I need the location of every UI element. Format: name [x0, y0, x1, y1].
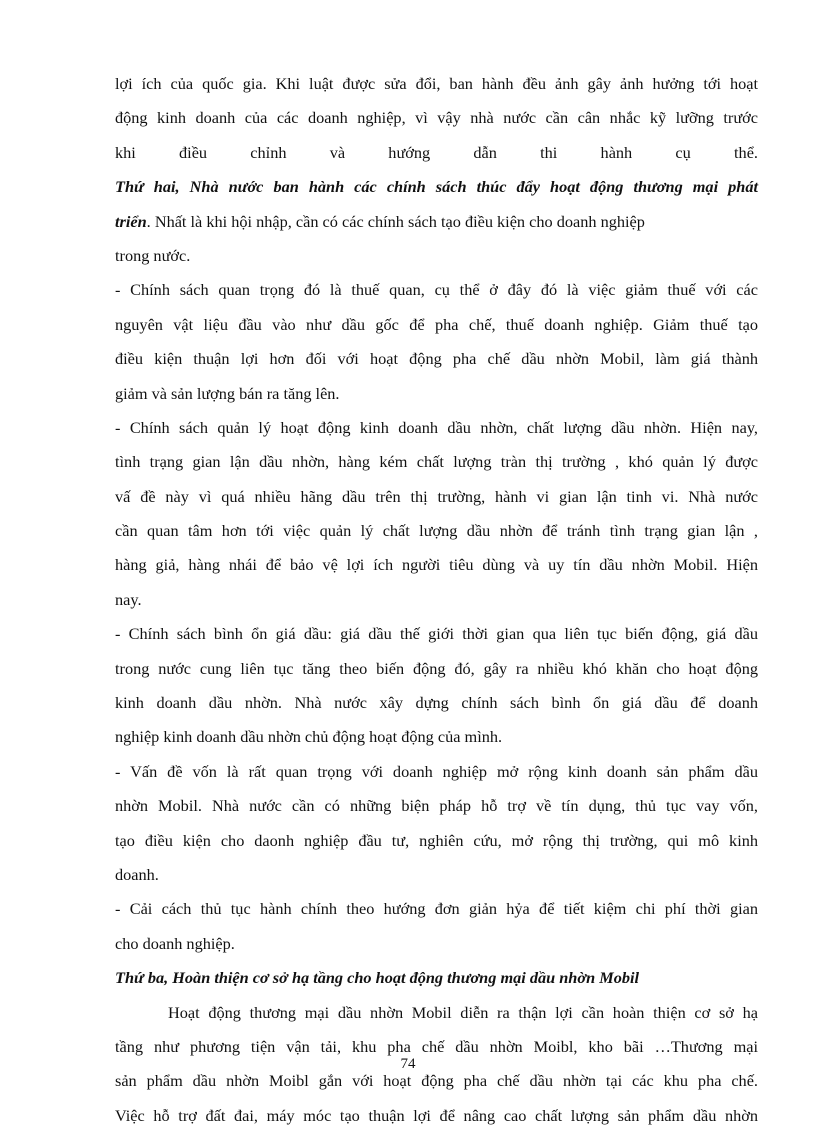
text-fragment: . Nhất là khi hội nhập, cần có các chính sách tạo điều kiện cho doanh nghiệp — [146, 211, 645, 231]
text-line: cần quan tâm hơn tới việc quản lý chất lượng dầu nhờn để tránh tình trạng gian lận , — [115, 521, 758, 541]
section-heading-second-continued: triển — [115, 211, 147, 231]
text-line: nhờn Mobil. Nhà nước cần có những biện pháp hỗ trợ về tín dụng, thủ tục vay vốn, — [115, 796, 758, 816]
text-line: - Chính sách bình ổn giá dầu: giá dầu thế giới thời gian qua liên tục biến động, giá dầu — [115, 624, 758, 644]
text-line: nguyên vật liệu đầu vào như dầu gốc để pha chế, thuế doanh nghiệp. Giảm thuế tạo — [115, 314, 758, 334]
text-line: cho doanh nghiệp. — [115, 933, 235, 953]
page-number: 74 — [400, 1056, 416, 1072]
text-line: - Chính sách quan trọng đó là thuế quan, cụ thể ở đây đó là việc giảm thuế với các — [115, 280, 758, 300]
text-line: nghiệp kinh doanh dầu nhờn chủ động hoạt động của mình. — [115, 727, 503, 747]
section-heading-second: Thứ hai, Nhà nước ban hành các chính sách thúc đẩy hoạt động thương mại phát — [115, 177, 758, 197]
text-line: tầng như phương tiện vận tải, khu pha chế dầu nhờn Moibl, kho bãi …Thương mại — [115, 1036, 758, 1056]
text-line: khi điều chỉnh và hướng dẫn thi hành cụ thể. — [115, 142, 758, 162]
text-line: vấ đề này vì quá nhiều hãng dầu trên thị trường, hành vi gian lận tinh vi. Nhà nước — [115, 486, 758, 506]
text-line — [115, 205, 758, 239]
text-line: trong nước. — [115, 245, 191, 265]
text-line: giảm và sản lượng bán ra tăng lên. — [115, 383, 340, 403]
text-line: nay. — [115, 589, 142, 609]
text-line: - Vấn đề vốn là rất quan trọng với doanh nghiệp mở rộng kinh doanh sản phẩm dầu — [115, 761, 758, 781]
text-line: Việc hỗ trợ đất đai, máy móc tạo thuận lợi để nâng cao chất lượng sản phẩm dầu nhờn — [115, 1105, 758, 1125]
text-line: tình trạng gian lận dầu nhờn, hàng kém chất lượng tràn thị trường , khó quản lý được — [115, 452, 758, 472]
text-line: - Chính sách quản lý hoạt động kinh doanh dầu nhờn, chất lượng dầu nhờn. Hiện nay, — [115, 417, 758, 437]
text-line: động kinh doanh của các doanh nghiệp, vì vậy nhà nước cần cân nhắc kỹ lưỡng trước — [115, 108, 758, 128]
text-line: tạo điều kiện cho daonh nghiệp đầu tư, nghiên cứu, mở rộng thị trường, qui mô kinh — [115, 830, 758, 850]
text-line: lợi ích của quốc gia. Khi luật được sửa đổi, ban hành đều ảnh gây ảnh hưởng tới hoạt — [115, 74, 758, 93]
paragraph-first-line: Hoạt động thương mại dầu nhờn Mobil diễn ra thận lợi cần hoàn thiện cơ sở hạ — [168, 1002, 758, 1022]
text-line: điều kiện thuận lợi hơn đối với hoạt động pha chế dầu nhờn Mobil, làm giá thành — [115, 349, 758, 369]
section-heading-third: Thứ ba, Hoàn thiện cơ sở hạ tầng cho hoạt động thương mại dầu nhờn Mobil — [115, 968, 640, 988]
text-line: hàng giả, hàng nhái để bảo vệ lợi ích người tiêu dùng và uy tín dầu nhờn Mobil. Hiện — [115, 555, 758, 575]
text-line: doanh. — [115, 864, 159, 884]
document-body — [115, 67, 758, 1133]
text-line: sản phẩm dầu nhờn Moibl gắn với hoạt động pha chế dầu nhờn tại các khu pha chế. — [115, 1071, 758, 1091]
text-line: trong nước cung liên tục tăng theo biến động đó, gây ra nhiều khó khăn cho hoạt động — [115, 658, 758, 678]
text-line: - Cải cách thủ tục hành chính theo hướng đơn giản hỷa để tiết kiệm chi phí thời gian — [115, 899, 758, 919]
text-line: kinh doanh dầu nhờn. Nhà nước xây dựng chính sách bình ổn giá dầu để doanh — [115, 693, 758, 713]
